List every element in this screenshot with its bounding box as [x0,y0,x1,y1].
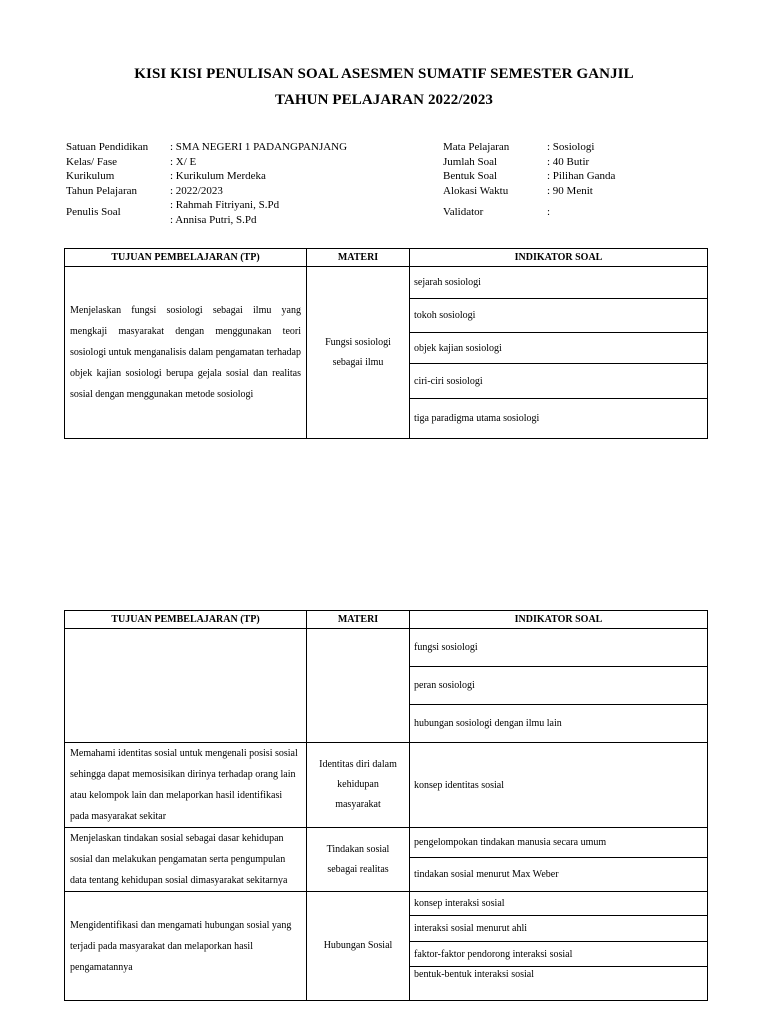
info-row-kurikulum [66,169,347,184]
info-row-bentuk [443,169,615,184]
info-value: : X/ E [170,155,197,168]
tp-cell [65,629,307,743]
indikator-cell: sejarah sosiologi [410,267,708,299]
info-row-kelas [66,155,347,170]
info-row-validator [443,205,615,220]
table-header-row [65,611,708,629]
indikator-cell: tokoh sosiologi [410,299,708,333]
table-row [65,743,708,828]
indikator-cell: faktor-faktor pendorong interaksi sosial [410,942,708,967]
info-label: Kelas/ Fase [66,155,118,168]
tp-cell: Mengidentifikasi dan mengamati hubungan sosial yang terjadi pada masyarakat dan melaporkan hasil pengamatannya [65,892,307,1001]
tp-cell: Memahami identitas sosial untuk mengenali posisi sosial sehingga dapat memosisikan dirinya terhadap orang lain atau kelompok lain dan melaporkan hasil identifikasi pada masyarakat sekitar [65,743,307,828]
indikator-cell: interaksi sosial menurut ahli [410,916,708,942]
table-row [65,267,708,299]
kisi-table-2 [64,610,708,1001]
indikator-cell: ciri-ciri sosiologi [410,364,708,399]
info-label: Bentuk Soal [443,170,498,182]
info-value: : 90 Menit [547,184,593,197]
header-indikator: INDIKATOR SOAL [410,611,708,629]
info-right-block [443,140,615,220]
info-value: : 2022/2023 [170,184,223,197]
info-label: Penulis Soal [66,206,121,219]
materi-cell: Tindakan sosial sebagai realitas [307,828,410,892]
info-value: : Kurikulum Merdeka [170,170,266,182]
indikator-cell: objek kajian sosiologi [410,333,708,364]
indikator-cell: bentuk-bentuk interaksi sosial [410,967,708,1001]
info-value: : Annisa Putri, S.Pd [170,213,257,226]
info-label: Kurikulum [66,170,115,182]
indikator-cell: tiga paradigma utama sosiologi [410,399,708,439]
info-row-penulis [66,198,347,227]
info-label: Alokasi Waktu [443,184,509,197]
indikator-cell: fungsi sosiologi [410,629,708,667]
table-row [65,629,708,667]
kisi-table-1 [64,248,708,439]
table-row [65,892,708,916]
info-label: Satuan Pendidikan [66,141,149,153]
info-value-multi [170,198,279,227]
info-value: : Pilihan Ganda [547,170,616,182]
document-subtitle: TAHUN PELAJARAN 2022/2023 [274,92,494,108]
info-value: : Rahmah Fitriyani, S.Pd [170,199,280,211]
table-row [65,828,708,858]
info-value: : 40 Butir [547,155,590,168]
materi-cell [307,629,410,743]
info-row-tahun [66,184,347,199]
header-tp: TUJUAN PEMBELAJARAN (TP) [65,249,307,267]
indikator-cell: konsep interaksi sosial [410,892,708,916]
table-header-row [65,249,708,267]
info-row-alokasi [443,184,615,199]
tp-cell: Menjelaskan fungsi sosiologi sebagai ilmu yang mengkaji masyarakat dengan menggunakan teori sosiologi untuk menganalisis dalam pengamatan terhadap objek kajian sosiologi berupa gejala sosial dan realitas sosial dengan menggunakan metode sosiologi [65,267,307,439]
indikator-cell: peran sosiologi [410,667,708,705]
header-materi: MATERI [307,249,410,267]
indikator-cell: tindakan sosial menurut Max Weber [410,857,708,891]
tp-cell: Menjelaskan tindakan sosial sebagai dasar kehidupan sosial dan melakukan pengamatan serta pengumpulan data tentang kehidupan sosial dimasyarakat sekitarnya [65,828,307,892]
materi-cell: Identitas diri dalam kehidupan masyarakat [307,743,410,828]
info-value: : Sosiologi [547,141,595,153]
info-label: Mata Pelajaran [443,141,510,153]
materi-cell: Fungsi sosiologi sebagai ilmu [307,267,410,439]
indikator-cell: pengelompokan tindakan manusia secara umum [410,828,708,858]
indikator-cell: hubungan sosiologi dengan ilmu lain [410,705,708,743]
info-label: Jumlah Soal [443,155,498,168]
info-row-satuan [66,140,347,155]
header-indikator: INDIKATOR SOAL [410,249,708,267]
header-tp: TUJUAN PEMBELAJARAN (TP) [65,611,307,629]
materi-cell: Hubungan Sosial [307,892,410,1001]
info-label: Tahun Pelajaran [66,184,138,197]
info-row-mapel [443,140,615,155]
indikator-cell: konsep identitas sosial [410,743,708,828]
document-title: KISI KISI PENULISAN SOAL ASESMEN SUMATIF SEMESTER GANJIL [134,66,634,82]
info-label: Validator [443,206,484,218]
header-materi: MATERI [307,611,410,629]
info-left-block [66,140,347,227]
info-value: : [547,206,551,218]
info-row-jumlah [443,155,615,170]
info-value: : SMA NEGERI 1 PADANGPANJANG [170,141,348,153]
